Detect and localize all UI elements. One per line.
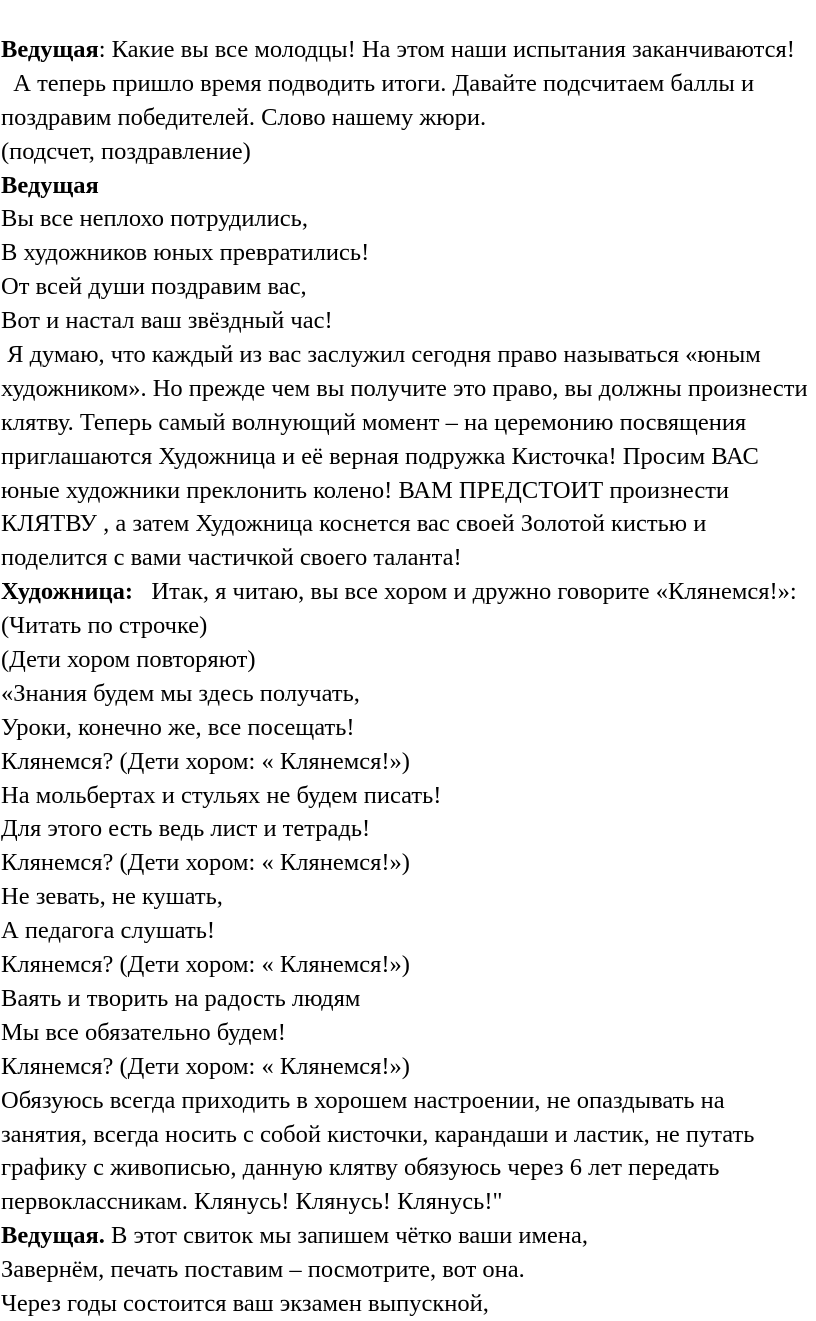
text-line [0,711,816,745]
text-line [0,1185,816,1219]
text-line [0,982,816,1016]
text-line [0,779,816,813]
text-line [0,914,816,948]
text-line [0,677,816,711]
line-text: юные художники преклонить колено! ВАМ ПРЕДСТОИТ произнести [1,476,730,504]
speaker-label: Ведущая [1,36,99,63]
line-text: клятву. Теперь самый волнующий момент – на церемонию посвящения [1,408,747,436]
line-text: Ваять и творить на радость людям [1,984,361,1012]
text-line [0,1253,816,1287]
text-line [0,1016,816,1050]
line-text: (Читать по строчке) [1,612,208,640]
line-text: (подсчет, поздравление) [1,137,251,165]
line-text: Через годы состоится ваш экзамен выпускной, [1,1289,489,1317]
text-line [0,474,816,508]
text-line [0,541,816,575]
line-text: «Знания будем мы здесь получать, [1,679,360,707]
line-text: Итак, я читаю, вы все хором и дружно говорите «Клянемся!»: [133,578,797,606]
line-text: Не зевать, не кушать, [1,883,223,911]
text-line [0,236,816,270]
text-line [0,745,816,779]
line-text: Клянемся? (Дети хором: « Клянемся!») [1,747,410,775]
line-text: В художников юных превратились! [1,239,370,267]
line-text: занятия, всегда носить с собой кисточки, карандаши и ластик, не путать [1,1120,755,1148]
text-line [0,1219,816,1253]
text-line [0,643,816,677]
text-line [0,1151,816,1185]
text-line [0,202,816,236]
line-text: Клянемся? (Дети хором: « Клянемся!») [1,951,410,979]
line-text: Мы все обязательно будем! [1,1018,286,1046]
line-text: (Дети хором повторяют) [1,646,256,674]
text-line [0,406,816,440]
text-line [0,33,816,67]
line-text: поздравим победителей. Слово нашему жюри. [1,103,487,131]
text-line [0,1084,816,1118]
text-line [0,101,816,135]
text-line [0,135,816,169]
text-line [0,1050,816,1084]
text-line [0,812,816,846]
line-text: приглашаются Художница и её верная подружка Кисточка! Просим ВАС [1,442,759,470]
text-line [0,304,816,338]
text-line [0,575,816,609]
line-text: КЛЯТВУ , а затем Художница коснется вас своей Золотой кистью и [1,510,707,538]
line-text: графику с живописью, данную клятву обязуюсь через 6 лет передать [1,1154,720,1182]
line-text: Для этого есть ведь лист и тетрадь! [1,815,371,843]
line-text: Вы все неплохо потрудились, [1,205,308,233]
text-line [0,609,816,643]
speaker-label: Художница: [1,578,134,606]
line-text: А педагога слушать! [1,917,216,945]
line-text: поделится с вами частичкой своего таланта! [1,544,462,572]
text-line [0,846,816,880]
document-body [0,33,816,1321]
line-text: первоклассникам. Клянусь! Клянусь! Клянусь!" [1,1188,503,1216]
text-line [0,880,816,914]
text-line [0,440,816,474]
line-text: Клянемся? (Дети хором: « Клянемся!») [1,849,410,877]
line-text: : Какие вы все молодцы! На этом наши испытания заканчиваются! [98,36,795,63]
text-line [0,270,816,304]
text-line [0,169,816,203]
line-text: Вот и настал ваш звёздный час! [1,307,333,335]
text-line [0,338,816,372]
line-text: От всей души поздравим вас, [1,273,307,301]
text-line [0,372,816,406]
line-text: Обязуюсь всегда приходить в хорошем настроении, не опаздывать на [1,1086,725,1114]
text-line [0,948,816,982]
line-text: А теперь пришло время подводить итоги. Давайте подсчитаем баллы и [1,69,755,97]
text-line [0,1118,816,1152]
line-text: Уроки, конечно же, все посещать! [1,713,355,741]
speaker-label: Ведущая. [1,1222,105,1250]
text-line [0,1287,816,1321]
text-line [0,507,816,541]
line-text: художником». Но прежде чем вы получите это право, вы должны произнести [1,374,808,402]
line-text: Клянемся? (Дети хором: « Клянемся!») [1,1052,410,1080]
line-text: На мольбертах и стульях не будем писать! [1,781,442,809]
line-text: Я думаю, что каждый из вас заслужил сегодня право называться «юным [1,341,761,369]
speaker-label: Ведущая [1,171,99,199]
line-text: Завернём, печать поставим – посмотрите, вот она. [1,1256,525,1284]
line-text: В этот свиток мы запишем чётко ваши имена, [104,1222,588,1250]
text-line [0,67,816,101]
